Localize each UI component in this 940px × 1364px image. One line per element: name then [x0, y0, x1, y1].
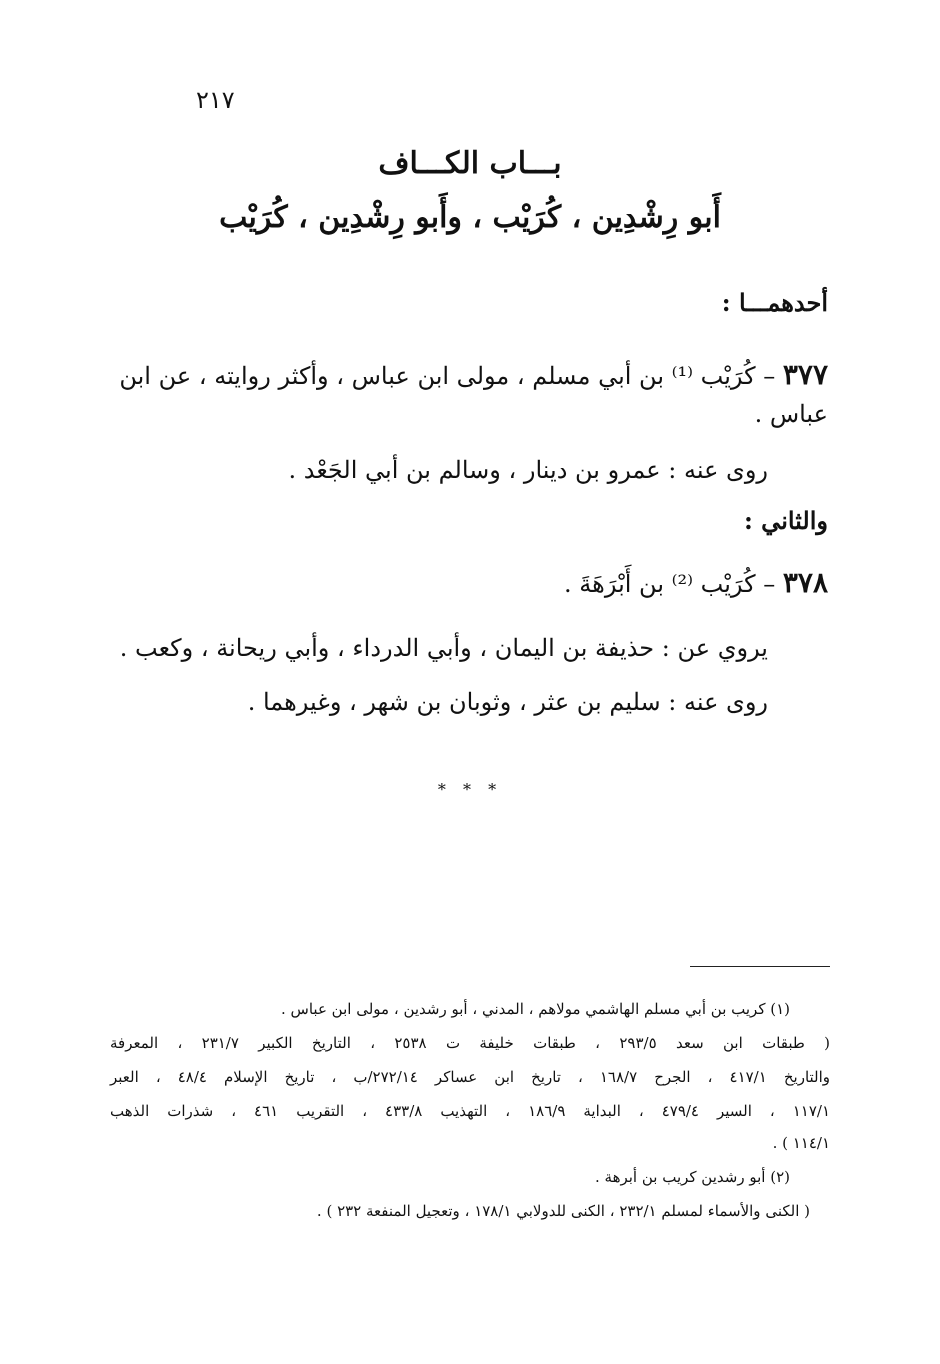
page-number: ٢١٧: [196, 86, 235, 114]
footnote-1-line: ١١٧/١ ، السير ٤٧٩/٤ ، البداية ١٨٦/٩ ، التهذيب ٤٣٣/٨ ، التقريب ٤٦١ ، شذرات الذهب: [110, 1102, 830, 1120]
section-title: أَبو رِشْدِين ، كُرَيْب ، وأَبو رِشْدِين ، كُرَيْب: [219, 200, 721, 235]
chapter-title: بـــاب الكـــاف: [378, 146, 562, 181]
entry-377: [119, 358, 828, 391]
first-label: أحدهمـــا :: [721, 288, 828, 317]
entry-378-narrates-from: يروي عن : حذيفة بن اليمان ، وأبي الدرداء ، وأبي ريحانة ، وكعب .: [119, 634, 768, 662]
entry-text: – كُرَيْب ⁽²⁾ بن أَبْرَهَةَ .: [564, 570, 776, 598]
entry-377-continuation: عباس .: [754, 400, 828, 428]
footnote-2-line: ( الكنى والأسماء لمسلم ٢٣٢/١ ، الكنى للدولابي ١٧٨/١ ، وتعجيل المنفعة ٢٣٢ ) .: [316, 1202, 810, 1220]
footnote-1-line: ( طبقات ابن سعد ٢٩٣/٥ ، طبقات خليفة ت ٢٥٣٨ ، التاريخ الكبير ٢٣١/٧ ، المعرفة: [110, 1034, 830, 1052]
footnote-1-line: ١١٤/١ ) .: [772, 1134, 830, 1152]
section-separator: * * *: [437, 780, 503, 799]
entry-text: – كُرَيْب ⁽¹⁾ بن أبي مسلم ، مولى ابن عباس ، وأكثر روايته ، عن ابن: [119, 362, 776, 390]
footnote-rule: [690, 966, 830, 967]
footnote-2-line: (٢) أبو رشدين كريب بن أبرهة .: [594, 1168, 790, 1186]
entry-number: ٣٧٨: [782, 566, 828, 599]
footnote-1-line: والتاريخ ٤١٧/١ ، الجرح ١٦٨/٧ ، تاريخ ابن عساكر ٢٧٢/١٤/ب ، تاريخ الإسلام ٤٨/٤ ، العبر: [110, 1068, 831, 1086]
entry-number: ٣٧٧: [782, 358, 828, 391]
entry-378: [564, 566, 828, 599]
entry-377-narrators: روى عنه : عمرو بن دينار ، وسالم بن أبي الجَعْد .: [288, 456, 768, 484]
entry-378-narrators: روى عنه : سليم بن عثر ، وثوبان بن شهر ، وغيرهما .: [247, 688, 768, 716]
second-label: والثاني :: [743, 506, 828, 535]
footnote-1-line: (١) كريب بن أبي مسلم الهاشمي مولاهم ، المدني ، أبو رشدين ، مولى ابن عباس .: [281, 1000, 790, 1018]
